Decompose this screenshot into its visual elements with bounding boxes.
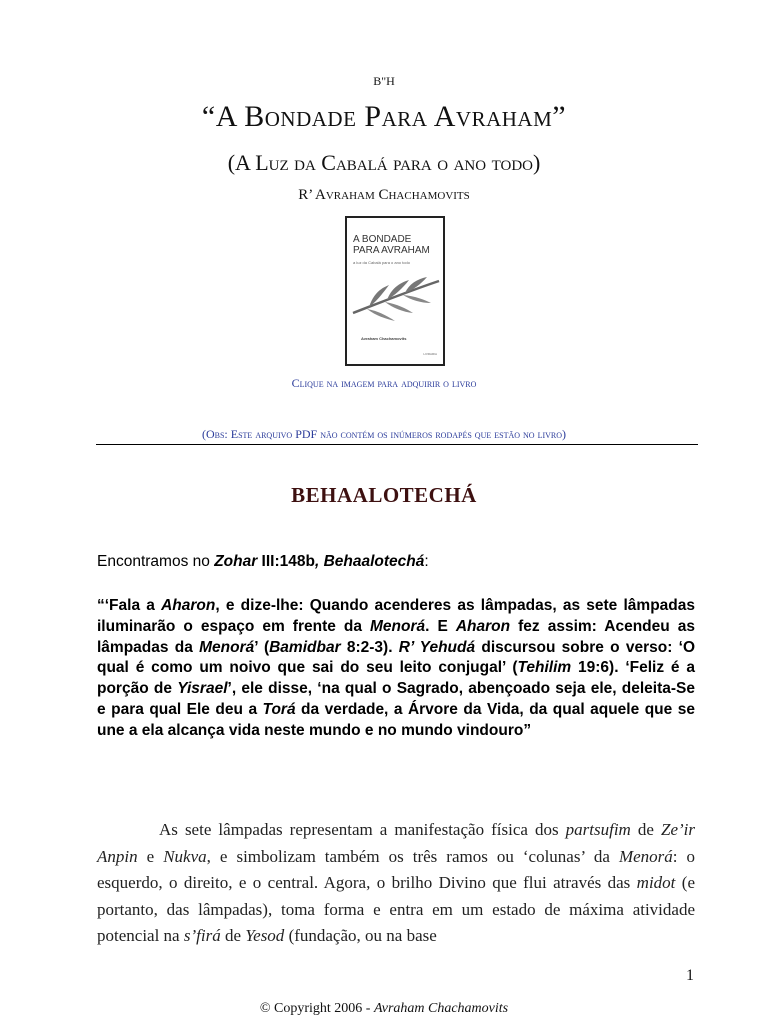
- footnote-notice: (Obs: Este arquivo PDF não contém os inúmeros rodapés que estão no livro): [201, 427, 566, 441]
- quote-text: fez assim: Acendeu as lâmpadas da: [97, 617, 695, 656]
- intro-colon: :: [424, 553, 429, 570]
- branch-icon: [349, 273, 443, 323]
- body-term: partsufim: [565, 820, 631, 839]
- intro-parasha: , Behaalotechá: [314, 553, 425, 570]
- body-term: Menorá: [618, 846, 673, 866]
- body-term: Nukva: [163, 846, 207, 866]
- quote-text: “‘Fala a: [97, 597, 162, 614]
- body-text: (e portanto, das lâmpadas), toma forma e entra em um estado de máxima atividade potencial na: [97, 873, 695, 945]
- copyright-author: Avraham Chachamovits: [373, 1001, 509, 1016]
- body-text: , e simbolizam também os três ramos ou ‘colunas’ da: [206, 846, 619, 866]
- divider: [96, 444, 698, 445]
- book-author: R’ Avraham Chachamovits: [298, 187, 470, 203]
- quote-text: ’ (: [254, 638, 270, 656]
- cover-tagline: a luz da Cabalá para o ano todo: [353, 260, 410, 265]
- quote-term: Aharon: [161, 597, 216, 614]
- bh-mark: B"H: [373, 74, 395, 88]
- body-text: As sete lâmpadas representam a manifestação física dos: [159, 820, 566, 839]
- quote-term: Torá: [262, 700, 296, 718]
- buy-book-link[interactable]: Clique na imagem para adquirir o livro: [291, 376, 477, 390]
- quote-text: 19:6). ‘Feliz é a porção de: [97, 659, 695, 698]
- body-term: s’firá: [183, 926, 221, 945]
- body-term: Yesod: [245, 926, 285, 945]
- copyright-line: [0, 1001, 768, 1017]
- section-heading: BEHAALOTECHÁ: [291, 483, 477, 507]
- quote-text: . E: [425, 617, 456, 635]
- body-text: de: [630, 820, 661, 839]
- body-text: e: [137, 846, 164, 866]
- cover-publisher: LIVRARIA: [423, 352, 437, 356]
- intro-ref: III:148b: [257, 553, 315, 570]
- quote-text: , e dize-lhe: Quando acenderes as lâmpadas, as sete lâmpadas iluminarão o espaço em frente da: [97, 597, 695, 635]
- quote-term: Menorá: [199, 638, 255, 656]
- book-title: “A Bondade Para Avraham”: [201, 100, 567, 133]
- zohar-quote: [97, 596, 695, 742]
- quote-term: Yisrael: [177, 680, 228, 698]
- body-text: : o esquerdo, o direito, e o central. Agora, o brilho Divino que flui através das: [97, 846, 696, 892]
- intro-text: Encontramos no: [97, 553, 215, 570]
- cover-title: [353, 234, 430, 256]
- body-text: de: [220, 926, 246, 945]
- quote-text: ’, ele disse, ‘na qual o Sagrado, abençoado seja ele, deleita-Se e para qual Ele deu a: [97, 680, 696, 718]
- quote-term: Menorá: [370, 617, 426, 635]
- cover-title-line2: PARA AVRAHAM: [353, 245, 430, 256]
- body-paragraph: [97, 817, 695, 950]
- body-term: Ze’ir Anpin: [97, 820, 695, 866]
- intro-line: [97, 553, 695, 571]
- quote-term: Tehilim: [517, 659, 572, 677]
- quote-text: 8:2-3).: [340, 638, 399, 656]
- intro-zohar: Zohar: [214, 553, 258, 570]
- body-text: (fundação, ou na base: [284, 926, 437, 945]
- cover-title-line1: A BONDADE: [353, 234, 412, 245]
- quote-term: R’ Yehudá: [398, 638, 476, 656]
- quote-term: Bamidbar: [269, 638, 341, 656]
- body-term: midot: [636, 873, 676, 892]
- quote-text: discursou sobre o verso: ‘O qual é como um noivo que sai do seu leito conjugal’ (: [97, 638, 696, 677]
- quote-term: Aharon: [455, 617, 511, 635]
- book-subtitle: (A Luz da Cabalá para o ano todo): [227, 150, 541, 175]
- page-number: 1: [686, 967, 694, 984]
- cover-author: Avraham Chachamovits: [361, 336, 407, 341]
- book-cover-image[interactable]: [345, 216, 445, 366]
- quote-text: da verdade, a Árvore da Vida, da qual aquele que se une a ela alcança vida neste mundo e no mundo vindouro”: [97, 700, 695, 739]
- copyright-text: © Copyright 2006 -: [259, 1001, 374, 1016]
